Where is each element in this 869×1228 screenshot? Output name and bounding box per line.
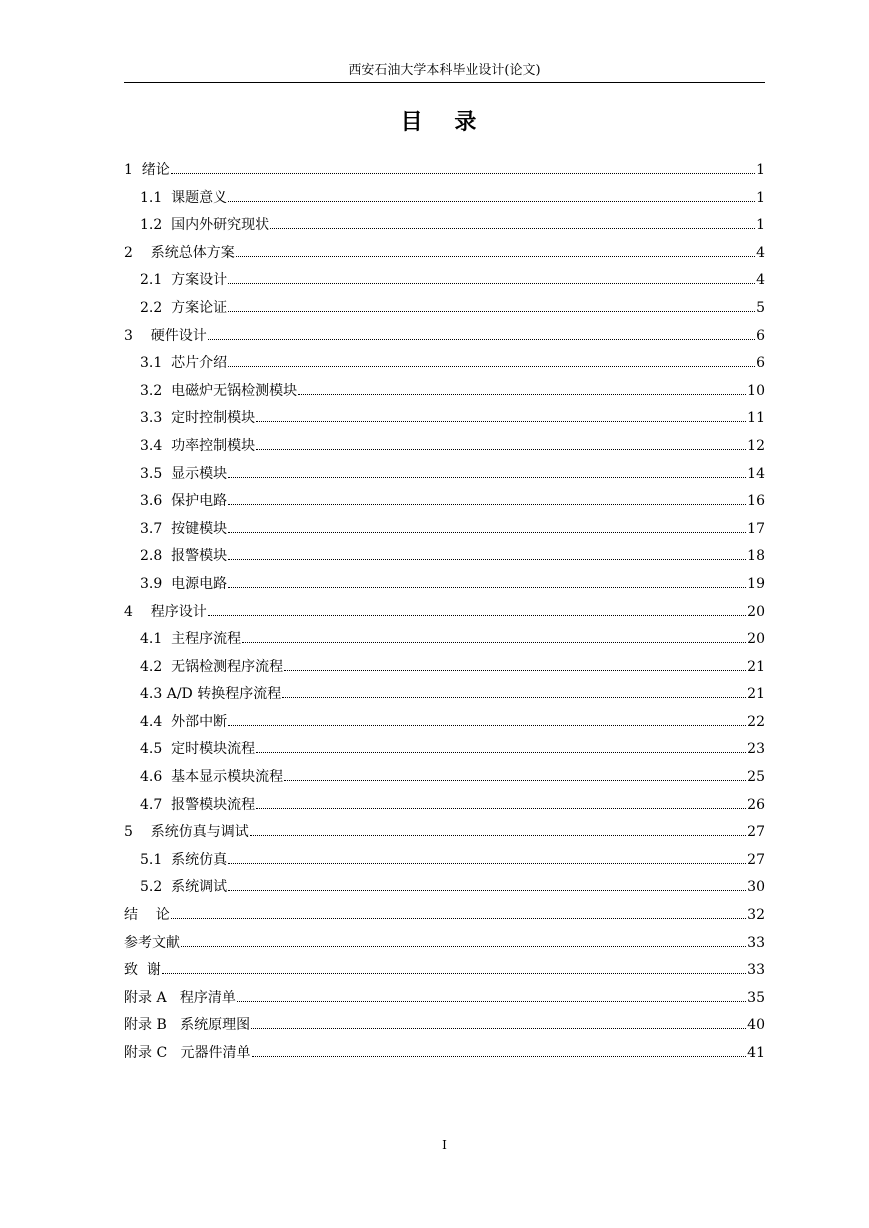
dot-leader: [228, 559, 746, 560]
toc-entry-page: 19: [747, 575, 765, 592]
toc-entry[interactable]: [124, 267, 765, 295]
toc-entry-label: 3 硬件设计: [124, 327, 207, 344]
toc-entry-page: 12: [747, 437, 765, 454]
dot-leader: [228, 532, 746, 533]
toc-entry-page: 32: [747, 907, 765, 924]
toc-entry-page: 26: [747, 796, 765, 813]
toc-entry-page: 25: [747, 769, 765, 786]
toc-entry-label: 3.6 保护电路: [140, 493, 228, 510]
toc-entry[interactable]: [124, 571, 765, 599]
toc-entry-page: 33: [747, 934, 765, 951]
page-number: I: [442, 1138, 447, 1152]
running-header: 西安石油大学本科毕业设计(论文): [348, 63, 541, 78]
toc-entry[interactable]: [124, 681, 765, 709]
toc-entry-page: 1: [756, 162, 765, 178]
toc-entry[interactable]: [124, 819, 765, 847]
toc-entry-label: 3.4 功率控制模块: [140, 437, 256, 454]
toc-entry[interactable]: [124, 433, 765, 461]
toc-entry[interactable]: [124, 985, 765, 1013]
toc-entry-label: 2.2 方案论证: [140, 299, 228, 316]
toc-entry-page: 35: [747, 989, 765, 1006]
toc-entry[interactable]: [124, 378, 765, 406]
toc-entry-label: 5 系统仿真与调试: [124, 824, 249, 841]
toc-entry-page: 41: [747, 1045, 765, 1061]
toc-entry[interactable]: [124, 957, 765, 985]
toc-entry-page: 17: [747, 520, 765, 537]
toc-entry-label: 4.2 无锅检测程序流程: [140, 658, 284, 675]
toc-entry-label: 附录 C 元器件清单: [124, 1045, 251, 1061]
toc-entry-page: 20: [747, 603, 765, 620]
table-of-contents: [124, 157, 765, 1068]
toc-entry[interactable]: [124, 240, 765, 268]
toc-entry-page: 1: [756, 189, 765, 206]
toc-entry-label: 致 谢: [124, 962, 161, 979]
toc-entry-page: 4: [756, 272, 765, 289]
toc-entry-label: 3.7 按键模块: [140, 520, 228, 537]
toc-entry-label: 3.2 电磁炉无锅检测模块: [140, 382, 298, 399]
dot-leader: [208, 615, 746, 616]
toc-entry[interactable]: [124, 185, 765, 213]
toc-entry[interactable]: [124, 847, 765, 875]
dot-leader: [237, 1001, 746, 1002]
dot-leader: [252, 1056, 747, 1057]
toc-entry-label: 3.5 显示模块: [140, 465, 228, 482]
dot-leader: [228, 587, 746, 588]
dot-leader: [256, 752, 746, 753]
toc-entry-page: 10: [747, 382, 765, 399]
dot-leader: [208, 339, 755, 340]
toc-entry[interactable]: [124, 543, 765, 571]
toc-entry-label: 结 论: [124, 907, 170, 924]
toc-entry[interactable]: [124, 764, 765, 792]
toc-entry-page: 23: [747, 741, 765, 758]
toc-entry-page: 4: [756, 244, 765, 261]
toc-entry[interactable]: [124, 626, 765, 654]
toc-entry[interactable]: [124, 488, 765, 516]
dot-leader: [242, 642, 746, 643]
toc-entry-label: 4 程序设计: [124, 603, 207, 620]
toc-entry-page: 5: [756, 299, 765, 316]
toc-entry-page: 21: [747, 658, 765, 675]
toc-entry[interactable]: [124, 599, 765, 627]
toc-entry-page: 6: [756, 327, 765, 344]
toc-entry-label: 4.1 主程序流程: [140, 631, 242, 648]
toc-entry-page: 27: [747, 851, 765, 868]
toc-entry-label: 附录 A 程序清单: [124, 989, 236, 1006]
toc-entry[interactable]: [124, 792, 765, 820]
toc-entry-page: 1: [756, 217, 765, 234]
dot-leader: [236, 256, 755, 257]
toc-entry-label: 4.5 定时模块流程: [140, 741, 256, 758]
toc-entry-label: 1.1 课题意义: [140, 189, 228, 206]
dot-leader: [256, 449, 746, 450]
dot-leader: [228, 477, 746, 478]
dot-leader: [228, 504, 746, 505]
toc-entry[interactable]: [124, 902, 765, 930]
dot-leader: [228, 366, 755, 367]
dot-leader: [171, 173, 755, 174]
dot-leader: [284, 780, 746, 781]
toc-entry-page: 40: [747, 1017, 765, 1034]
toc-entry-label: 2 系统总体方案: [124, 244, 235, 261]
header-rule: [124, 82, 765, 83]
toc-entry[interactable]: [124, 874, 765, 902]
toc-entry[interactable]: [124, 157, 765, 185]
toc-entry-label: 4.3 A/D 转换程序流程: [140, 686, 282, 703]
dot-leader: [251, 1028, 746, 1029]
toc-entry[interactable]: [124, 405, 765, 433]
dot-leader: [228, 283, 755, 284]
toc-entry-page: 14: [747, 465, 765, 482]
toc-entry-page: 30: [747, 879, 765, 896]
toc-title: 目 录: [400, 109, 489, 135]
dot-leader: [298, 394, 746, 395]
toc-entry-page: 22: [747, 713, 765, 730]
toc-entry-label: 4.6 基本显示模块流程: [140, 769, 284, 786]
toc-entry[interactable]: [124, 736, 765, 764]
toc-entry-page: 27: [747, 824, 765, 841]
toc-entry-label: 5.2 系统调试: [140, 879, 228, 896]
dot-leader: [181, 946, 746, 947]
dot-leader: [171, 918, 746, 919]
toc-entry-label: 2.8 报警模块: [140, 548, 228, 565]
toc-entry-label: 2.1 方案设计: [140, 272, 228, 289]
dot-leader: [250, 835, 746, 836]
toc-entry[interactable]: [124, 295, 765, 323]
dot-leader: [228, 890, 746, 891]
dot-leader: [228, 725, 746, 726]
dot-leader: [162, 973, 746, 974]
toc-entry[interactable]: [124, 930, 765, 958]
dot-leader: [228, 201, 755, 202]
toc-entry-page: 18: [747, 548, 765, 565]
toc-entry-page: 11: [747, 410, 765, 427]
toc-entry-label: 3.9 电源电路: [140, 575, 228, 592]
dot-leader: [256, 808, 746, 809]
toc-entry-label: 1 绪论: [124, 162, 170, 178]
toc-entry-label: 4.4 外部中断: [140, 713, 228, 730]
toc-entry[interactable]: [124, 516, 765, 544]
toc-entry-label: 1.2 国内外研究现状: [140, 217, 270, 234]
toc-entry-label: 3.3 定时控制模块: [140, 410, 256, 427]
dot-leader: [228, 311, 755, 312]
toc-entry-page: 16: [747, 493, 765, 510]
toc-entry-label: 参考文献: [124, 934, 180, 951]
toc-entry-page: 6: [756, 355, 765, 372]
toc-entry[interactable]: [124, 461, 765, 489]
dot-leader: [270, 228, 755, 229]
dot-leader: [284, 670, 746, 671]
toc-entry-label: 5.1 系统仿真: [140, 851, 228, 868]
toc-entry-page: 33: [747, 962, 765, 979]
toc-entry[interactable]: [124, 1040, 765, 1068]
toc-entry[interactable]: [124, 1012, 765, 1040]
toc-entry-label: 附录 B 系统原理图: [124, 1017, 251, 1034]
dot-leader: [228, 863, 746, 864]
toc-entry[interactable]: [124, 323, 765, 351]
toc-entry-label: 3.1 芯片介绍: [140, 355, 228, 372]
toc-entry[interactable]: [124, 350, 765, 378]
toc-entry[interactable]: [124, 212, 765, 240]
dot-leader: [282, 697, 746, 698]
toc-entry-page: 21: [747, 686, 765, 703]
toc-entry[interactable]: [124, 654, 765, 682]
toc-entry-page: 20: [747, 631, 765, 648]
toc-entry[interactable]: [124, 709, 765, 737]
dot-leader: [256, 421, 746, 422]
toc-entry-label: 4.7 报警模块流程: [140, 796, 256, 813]
